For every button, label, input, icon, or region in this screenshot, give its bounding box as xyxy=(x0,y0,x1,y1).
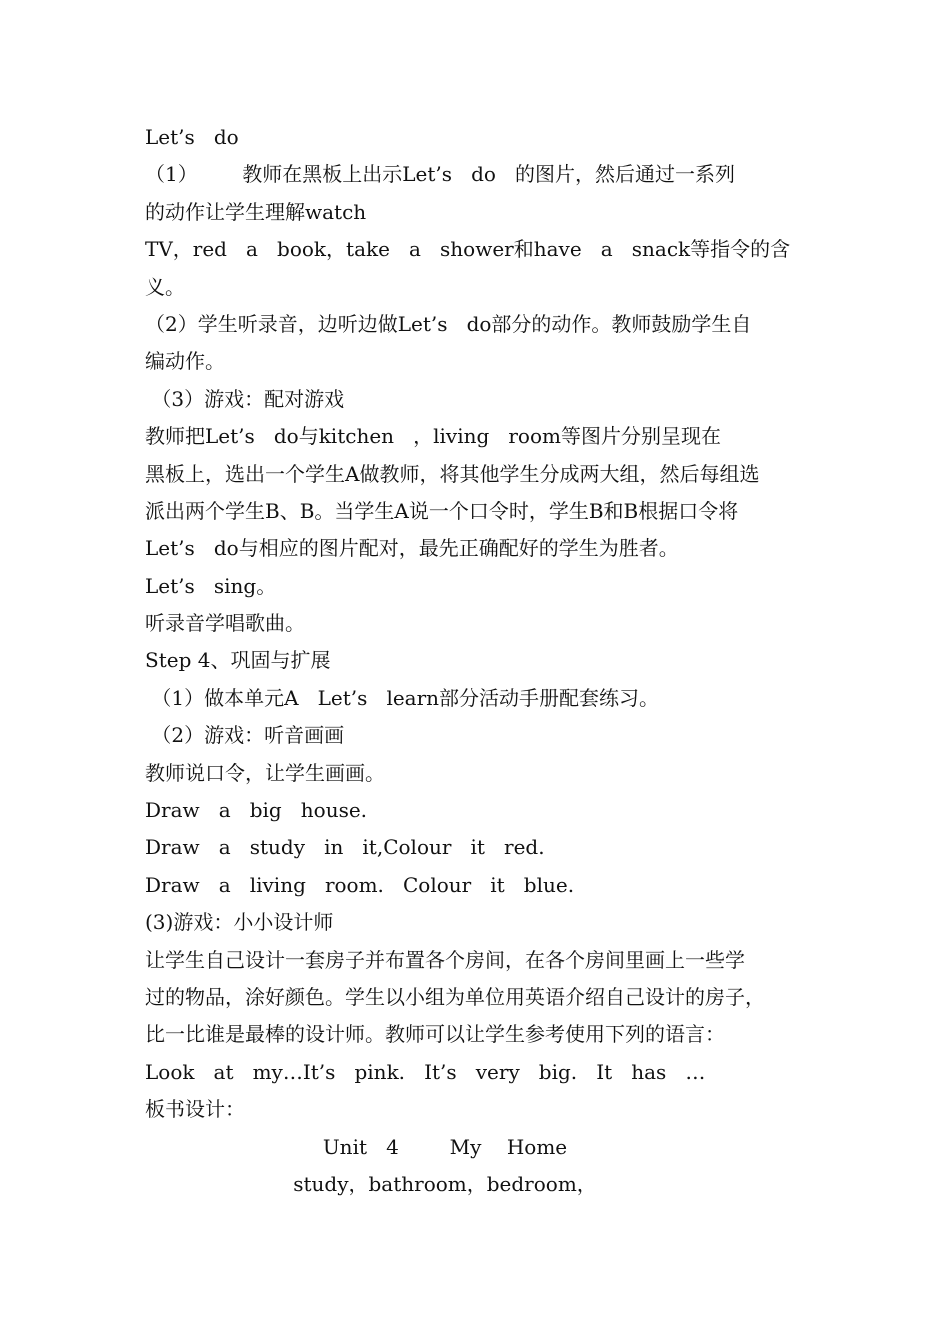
text-line: （2）学生听录音，边听边做Let’s do部分的动作。教师鼓励学生自 xyxy=(145,311,752,336)
text-line: （1）做本单元A Let’s learn部分活动手册配套练习。 xyxy=(145,685,660,710)
text-line: Let’s do与相应的图片配对，最先正确配好的学生为胜者。 xyxy=(145,536,679,561)
text-line: 义。 xyxy=(145,274,185,299)
text-line: Let’s do xyxy=(145,125,239,149)
text-line: 比一比谁是最棒的设计师。教师可以让学生参考使用下列的语言： xyxy=(145,1022,725,1047)
document-body xyxy=(145,119,825,1203)
text-line: 编动作。 xyxy=(145,349,225,374)
text-line: 派出两个学生B、B。当学生A说一个口令时，学生B和B根据口令将 xyxy=(145,498,739,523)
text-line: 教师把Let’s do与kitchen ，living room等图片分别呈现在 xyxy=(145,424,721,449)
text-line: TV，red a book，take a shower和have a snack等指令的含 xyxy=(145,237,791,262)
text-line: （3）游戏：配对游戏 xyxy=(145,386,345,411)
text-line: 黑板上，选出一个学生A做教师，将其他学生分成两大组，然后每组选 xyxy=(145,461,760,486)
text-line: Step 4、巩固与扩展 xyxy=(145,648,331,673)
text-line: Let’s sing。 xyxy=(145,573,277,598)
text-line: （2）游戏：听音画画 xyxy=(145,723,345,748)
text-line: Draw a big house. xyxy=(145,798,368,823)
text-line: （1） 教师在黑板上出示Let’s do 的图片，然后通过一系列 xyxy=(145,162,735,187)
text-line: 让学生自己设计一套房子并布置各个房间，在各个房间里画上一些学 xyxy=(145,947,745,972)
text-line: Draw a living room. Colour it blue. xyxy=(145,872,575,897)
text-line: Draw a study in it,Colour it red. xyxy=(145,835,545,860)
text-line: 板书设计： xyxy=(145,1097,245,1122)
board-title: Unit 4 My Home xyxy=(322,1134,568,1159)
text-line: 教师说口令，让学生画画。 xyxy=(145,760,385,785)
text-line: 听录音学唱歌曲。 xyxy=(145,611,305,636)
text-line: (3)游戏：小小设计师 xyxy=(145,910,334,935)
text-line: 过的物品，涂好颜色。学生以小组为单位用英语介绍自己设计的房子， xyxy=(145,984,765,1009)
text-line: 的动作让学生理解watch xyxy=(145,199,367,224)
board-words: study，bathroom，bedroom， xyxy=(293,1171,597,1196)
text-line: Look at my…It’s pink. It’s very big. It has … xyxy=(145,1059,706,1084)
